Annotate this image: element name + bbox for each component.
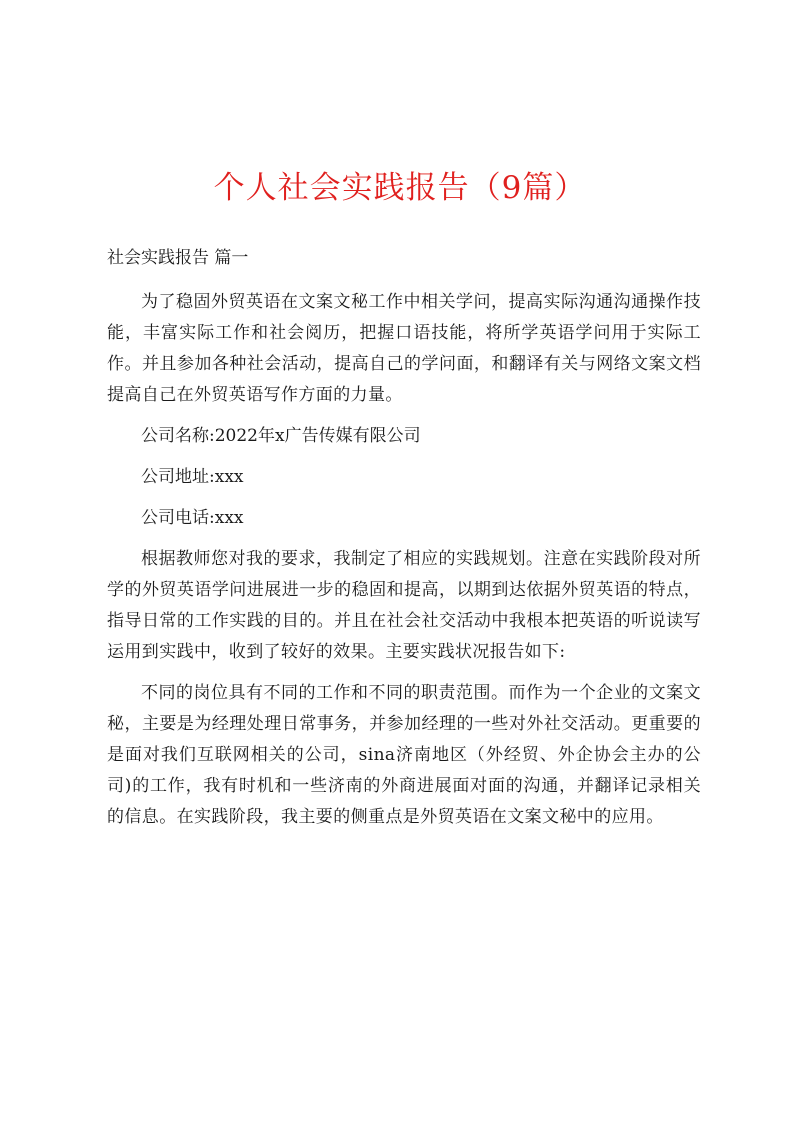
company-phone-line: 公司电话:xxx bbox=[141, 508, 244, 528]
document-body bbox=[107, 287, 701, 843]
company-address-line: 公司地址:xxx bbox=[141, 467, 244, 487]
section-heading: 社会实践报告 篇一 bbox=[107, 248, 249, 268]
paragraph-purpose: 为了稳固外贸英语在文案文秘工作中相关学问，提高实际沟通沟通操作技能，丰富实际工作和社会阅历，把握口语技能，将所学英语学问用于实际工作。并且参加各种社会活动，提高自己的学问面，和翻译有关与网络文案文档提高自己在外贸英语写作方面的力量。 bbox=[107, 292, 701, 405]
paragraph-plan: 根据教师您对我的要求，我制定了相应的实践规划。注意在实践阶段对所学的外贸英语学问进展进一步的稳固和提高，以期到达依据外贸英语的特点，指导日常的工作实践的目的。并且在社会社交活动中我根本把英语的听说读写运用到实践中，收到了较好的效果。主要实践状况报告如下: bbox=[107, 549, 701, 662]
company-name-line: 公司名称:2022年x广告传媒有限公司 bbox=[141, 426, 421, 446]
paragraph-role: 不同的岗位具有不同的工作和不同的职责范围。而作为一个企业的文案文秘，主要是为经理处理日常事务，并参加经理的一些对外社交活动。更重要的是面对我们互联网相关的公司，sina济南地区（外经贸、外企协会主办的公司)的工作，我有时机和一些济南的外商进展面对面的沟通，并翻译记录相关的信息。在实践阶段，我主要的侧重点是外贸英语在文案文秘中的应用。 bbox=[107, 683, 701, 827]
document-title: 个人社会实践报告（9篇） bbox=[213, 170, 587, 206]
